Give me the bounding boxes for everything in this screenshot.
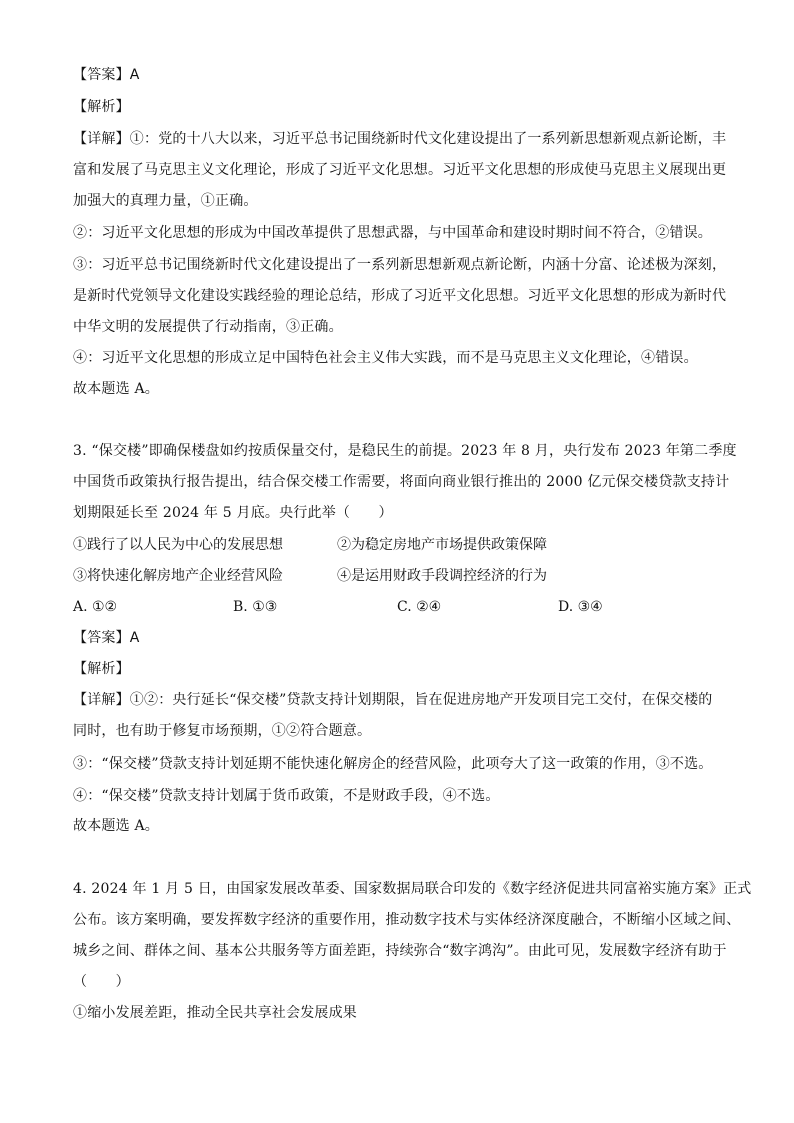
detail-line: 【详解】①②：央行延长“保交楼”贷款支持计划期限，旨在促进房地产开发项目完工交付，在保交楼的 xyxy=(73,692,713,708)
analysis-label: 【解析】 xyxy=(73,99,130,115)
question-stem: 3. “保交楼”即确保楼盘如约按质保量交付，是稳民生的前提。2023 年 8 月，央行发布 2023 年第二季度 xyxy=(73,443,737,459)
detail-line: 中华文明的发展提供了行动指南，③正确。 xyxy=(73,319,343,335)
detail-line: 富和发展了马克思主义文化理论，形成了习近平文化思想。习近平文化思想的形成使马克思主义展现出更 xyxy=(73,162,727,178)
detail-line: 是新时代党领导文化建设实践经验的理论总结，形成了习近平文化思想。习近平文化思想的形成为新时代 xyxy=(73,288,727,304)
question-stem: 4. 2024 年 1 月 5 日，由国家发展改革委、国家数据局联合印发的《数字经济促进共同富裕实施方案》正式 xyxy=(73,881,752,897)
conclusion-line: 故本题选 A。 xyxy=(73,818,159,834)
detail-line: ④：“保交楼”贷款支持计划属于货币政策，不是财政手段，④不选。 xyxy=(73,788,500,804)
question-stem: （ ） xyxy=(73,974,130,990)
question-stem: 划期限延长至 2024 年 5 月底。央行此举（ ） xyxy=(73,505,393,521)
answer-label: 【答案】A xyxy=(73,630,140,646)
question-stem: 中国货币政策执行报告提出，结合保交楼工作需要，将面向商业银行推出的 2000 亿元保交楼贷款支持计 xyxy=(73,474,730,490)
question-stem: 公布。该方案明确，要发挥数字经济的重要作用，推动数字技术与实体经济深度融合，不断缩小区域之间、 xyxy=(73,912,741,928)
statement-1: ①缩小发展差距，推动全民共享社会发展成果 xyxy=(73,1005,357,1021)
statement-4: ④是运用财政手段调控经济的行为 xyxy=(337,568,547,584)
statement-2: ②为稳定房地产市场提供政策保障 xyxy=(337,537,547,553)
statement-1: ①践行了以人民为中心的发展思想 xyxy=(73,537,283,553)
detail-line: 同时，也有助于修复市场预期，①②符合题意。 xyxy=(73,723,372,739)
detail-line: ④：习近平文化思想的形成立足中国特色社会主义伟大实践，而不是马克思主义文化理论，④错误。 xyxy=(73,350,698,366)
detail-line: ②：习近平文化思想的形成为中国改革提供了思想武器，与中国革命和建设时期时间不符合，②错误。 xyxy=(73,225,712,241)
analysis-label: 【解析】 xyxy=(73,661,130,677)
detail-line: ③：“保交楼”贷款支持计划延期不能快速化解房企的经营风险，此项夸大了这一政策的作用，③不选。 xyxy=(73,756,713,772)
statement-3: ③将快速化解房地产企业经营风险 xyxy=(73,568,283,584)
option-c: C. ②④ xyxy=(397,599,442,615)
question-stem: 城乡之间、群体之间、基本公共服务等方面差距，持续弥合“数字鸿沟”。由此可见，发展数字经济有助于 xyxy=(73,943,727,959)
detail-line: 加强大的真理力量，①正确。 xyxy=(73,193,258,209)
option-a: A. ①② xyxy=(73,599,118,615)
answer-label: 【答案】A xyxy=(73,67,140,83)
conclusion-line: 故本题选 A。 xyxy=(73,381,159,397)
option-b: B. ①③ xyxy=(233,599,278,615)
detail-line: ③：习近平总书记围绕新时代文化建设提出了一系列新思想新观点新论断，内涵十分富、论述极为深刻， xyxy=(73,257,727,273)
detail-line: 【详解】①：党的十八大以来，习近平总书记围绕新时代文化建设提出了一系列新思想新观点新论断，丰 xyxy=(73,131,727,147)
option-d: D. ③④ xyxy=(558,599,603,615)
